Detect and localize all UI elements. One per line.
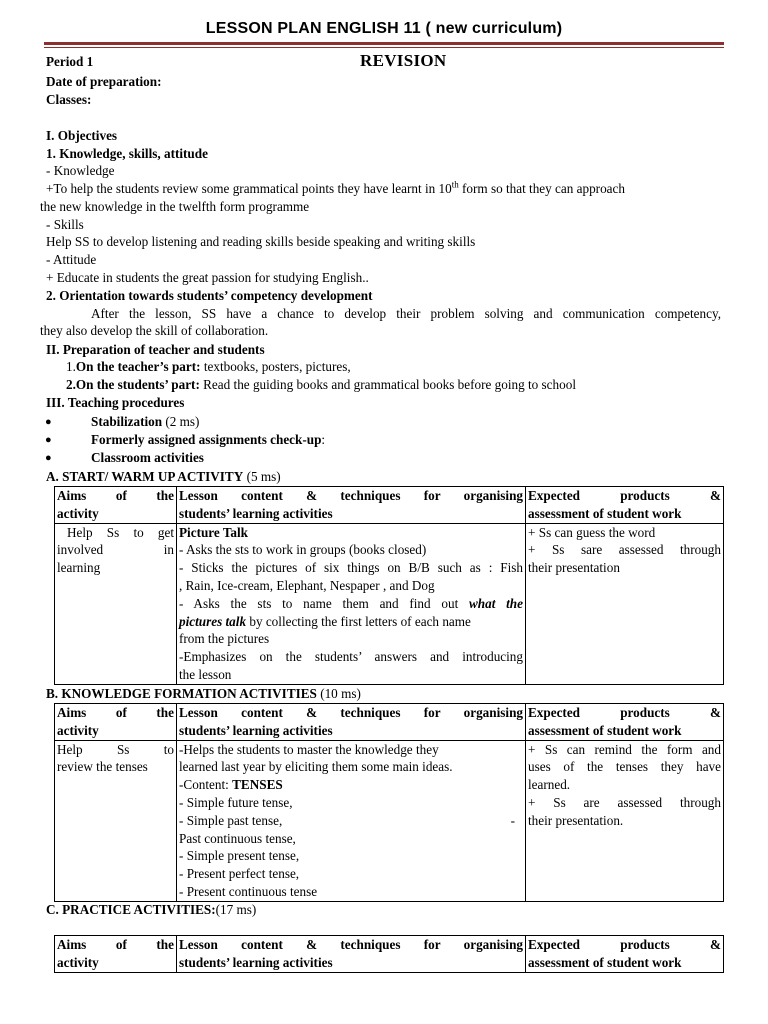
tenses-label: TENSES — [232, 777, 283, 793]
content-line — [179, 613, 523, 631]
tense-item — [179, 812, 523, 830]
objectives-heading: I. Objectives — [46, 128, 118, 143]
content-line — [179, 595, 523, 613]
knowledge-text-a: +To help the students review some grammatical points they have learnt in 10 — [46, 181, 452, 196]
tense-item: Past continuous tense, — [179, 830, 296, 846]
procedures-heading: III. Teaching procedures — [46, 395, 185, 410]
table-header-row — [55, 487, 724, 524]
teacher-part — [66, 358, 351, 376]
tense-item: - Simple present tense, — [179, 848, 300, 864]
tense-dash: - — [510, 812, 515, 828]
content-text: - Asks the sts to name them and find out — [179, 595, 469, 611]
section-c-time: (17 ms) — [215, 902, 257, 917]
procedure-bullet-2-text: : — [321, 432, 326, 447]
section-b-heading — [46, 685, 361, 703]
knowledge-text-continued: the new knowledge in the twelfth form programme — [40, 199, 310, 214]
table-row — [55, 523, 724, 684]
aims-header-line-2: activity — [57, 954, 99, 970]
expected-line: + Ss sare assessed through — [528, 542, 721, 558]
tense-text: - Simple past tense, — [179, 812, 283, 828]
content-line: -Helps the students to master the knowledge they — [179, 741, 439, 757]
section-b-table — [54, 703, 724, 902]
content-header-line-2: students’ learning activities — [179, 722, 333, 738]
section-a-time: (5 ms) — [243, 469, 281, 484]
knowledge-sup: th — [451, 179, 459, 190]
aims-cell — [55, 740, 177, 901]
expected-header-line-2: assessment of student work — [528, 722, 682, 738]
aims-cell — [55, 523, 177, 684]
section-b-time: (10 ms) — [316, 686, 361, 701]
expected-header-line-2: assessment of student work — [528, 505, 682, 521]
header-title-curriculum: new curriculum) — [431, 20, 563, 37]
content-line: -Emphasizes on the students’ answers and introducing — [179, 649, 523, 665]
expected-line: + Ss can remind the form and — [528, 741, 721, 757]
content-line: - Sticks the pictures of six things on B/B such as : Fish — [179, 560, 523, 576]
expected-cell — [526, 740, 724, 901]
expected-header — [526, 936, 724, 973]
section-a-title: A. START/ WARM UP ACTIVITY — [46, 469, 244, 484]
content-line — [179, 776, 523, 794]
header-rule-thick — [44, 42, 724, 45]
bullet-dot-icon: ● — [45, 434, 52, 446]
preparation-heading: II. Preparation of teacher and students — [46, 342, 265, 357]
tense-item: - Present perfect tense, — [179, 866, 300, 882]
section-a-heading — [46, 468, 281, 486]
orientation-text-a: After the lesson, SS have a chance to develop their problem solving and communication competency, — [91, 306, 721, 321]
header-rule-thin — [44, 47, 724, 48]
emphasis-text: pictures talk — [179, 613, 247, 629]
classes-label: Classes: — [46, 92, 92, 107]
students-part-label: 2.On the students’ part: — [66, 377, 200, 392]
students-part-text: Read the guiding books and grammatical books before going to school — [199, 377, 576, 392]
picture-talk-title: Picture Talk — [179, 524, 249, 540]
content-header-line-2: students’ learning activities — [179, 954, 333, 970]
aims-header — [55, 704, 177, 741]
knowledge-label: - Knowledge — [46, 163, 115, 178]
date-of-preparation: Date of preparation: — [46, 74, 162, 89]
aims-line-3: learning — [57, 560, 101, 576]
content-line: from the pictures — [179, 631, 270, 647]
students-part — [66, 376, 576, 394]
content-header — [177, 487, 526, 524]
expected-line: learned. — [528, 777, 571, 793]
tense-item: - Simple future tense, — [179, 794, 293, 810]
content-header — [177, 704, 526, 741]
emphasis-text: what the — [469, 595, 523, 611]
teacher-part-label: On the teacher’s part: — [75, 359, 201, 374]
attitude-text: + Educate in students the great passion for studying English.. — [46, 270, 369, 285]
bullet-dot-icon: ● — [45, 416, 52, 428]
attitude-label: - Attitude — [46, 252, 97, 267]
aims-line-2: review the tenses — [57, 759, 148, 775]
expected-line: uses of the tenses they have — [528, 759, 721, 775]
skills-label: - Skills — [46, 217, 84, 232]
expected-header — [526, 487, 724, 524]
procedure-bullet-2-label: Formerly assigned assignments check-up — [91, 432, 322, 447]
aims-header-line-1: Aims of the — [57, 937, 174, 952]
content-line: , Rain, Ice-cream, Elephant, Nespaper , and Dog — [179, 577, 435, 593]
section-b-title: B. KNOWLEDGE FORMATION ACTIVITIES — [46, 686, 317, 701]
content-header-line-2: students’ learning activities — [179, 505, 333, 521]
content-cell — [177, 523, 526, 684]
aims-header-line-2: activity — [57, 505, 99, 521]
content-header-line-1: Lesson content & techniques for organising — [179, 937, 523, 952]
expected-line: their presentation. — [528, 812, 624, 828]
content-line: the lesson — [179, 666, 232, 682]
section-c-title: C. PRACTICE ACTIVITIES: — [46, 902, 216, 917]
bullet-dot-icon: ● — [45, 452, 52, 464]
document-header-title — [0, 20, 768, 38]
objectives-sub2: 2. Orientation towards students’ competency development — [46, 288, 373, 303]
section-c-table — [54, 935, 724, 973]
procedure-bullet-2 — [91, 431, 325, 449]
content-header — [177, 936, 526, 973]
section-c-heading — [46, 901, 256, 919]
content-header-line-1: Lesson content & techniques for organising — [179, 488, 523, 503]
table-header-row — [55, 704, 724, 741]
aims-line-1: Help Ss to get — [67, 524, 174, 540]
teacher-part-number: 1. — [66, 359, 76, 374]
aims-header — [55, 936, 177, 973]
table-header-row — [55, 936, 724, 973]
aims-header-line-2: activity — [57, 722, 99, 738]
period-label: Period 1 — [46, 54, 94, 69]
section-a-table — [54, 486, 724, 685]
expected-header-line-2: assessment of student work — [528, 954, 682, 970]
content-header-line-1: Lesson content & techniques for organising — [179, 705, 523, 720]
procedure-bullet-1-text: (2 ms) — [162, 414, 200, 429]
content-cell — [177, 740, 526, 901]
aims-header-line-1: Aims of the — [57, 488, 174, 503]
table-row — [55, 740, 724, 901]
procedure-bullet-1-label: Stabilization — [91, 414, 163, 429]
aims-line-1: Help Ss to — [57, 741, 174, 757]
aims-header — [55, 487, 177, 524]
expected-line: + Ss can guess the word — [528, 524, 656, 540]
expected-header-line-1: Expected products & — [528, 705, 721, 720]
objectives-sub1: 1. Knowledge, skills, attitude — [46, 146, 208, 161]
content-text: by collecting the first letters of each name — [246, 613, 471, 629]
knowledge-text — [46, 180, 625, 198]
expected-line: + Ss are assessed through — [528, 794, 721, 810]
header-title-main: LESSON PLAN ENGLISH 11 ( — [205, 20, 432, 37]
aims-line-2: involved in — [57, 542, 174, 558]
content-line: learned last year by eliciting them some main ideas. — [179, 759, 453, 775]
orientation-text-b: they also develop the skill of collaboration. — [40, 323, 269, 338]
skills-text: Help SS to develop listening and reading skills beside speaking and writing skills — [46, 234, 476, 249]
expected-cell — [526, 523, 724, 684]
expected-header — [526, 704, 724, 741]
knowledge-text-b: form so that they can approach — [458, 181, 625, 196]
content-line: - Asks the sts to work in groups (books closed) — [179, 542, 427, 558]
tense-item: - Present continuous tense — [179, 883, 318, 899]
expected-header-line-1: Expected products & — [528, 488, 721, 503]
lesson-title: REVISION — [360, 51, 447, 70]
teacher-part-text: textbooks, posters, pictures, — [200, 359, 351, 374]
aims-header-line-1: Aims of the — [57, 705, 174, 720]
expected-line: their presentation — [528, 560, 620, 576]
procedure-bullet-1 — [91, 413, 199, 431]
expected-header-line-1: Expected products & — [528, 937, 721, 952]
procedure-bullet-3-label: Classroom activities — [91, 450, 204, 465]
content-label: -Content: — [179, 777, 233, 793]
procedure-bullet-3 — [91, 449, 204, 467]
